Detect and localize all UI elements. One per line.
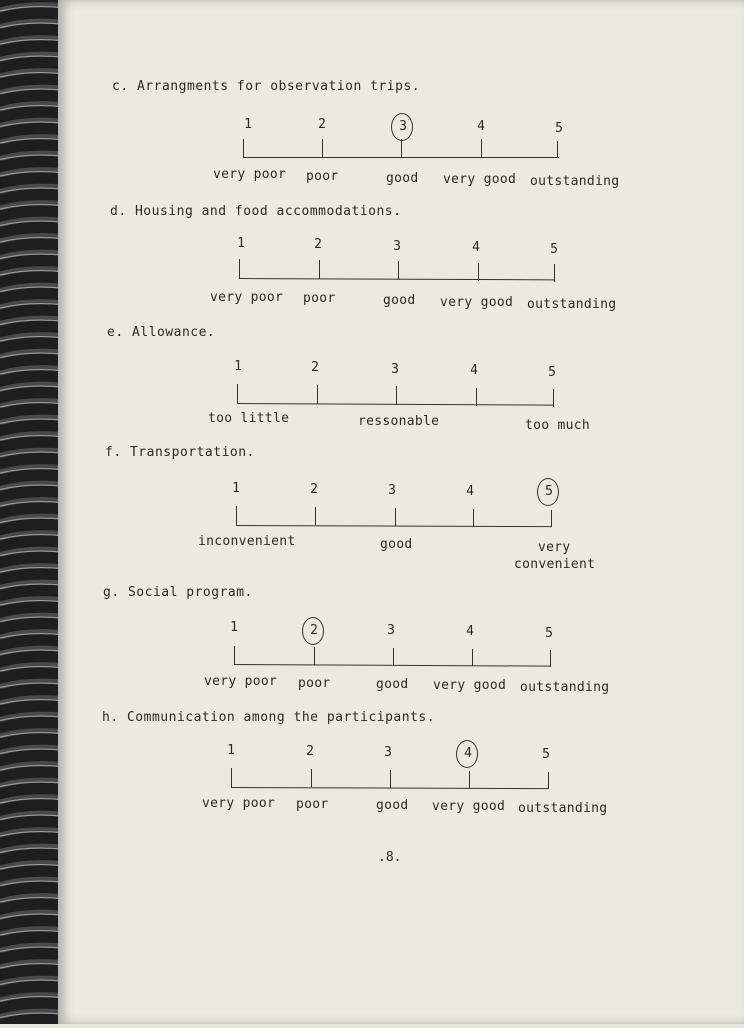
page-number: .8. [378,850,402,865]
scale-label: very poor [204,674,278,689]
scale-label: poor [303,291,336,306]
scale-number: 5 [548,365,556,380]
scale-number: 1 [234,359,242,374]
scale-number: 5 [550,242,558,257]
scale-label: very poor [202,796,276,811]
scale-number: 2 [306,744,314,759]
selection-circle [302,617,324,645]
scale-label: outstanding [530,174,620,189]
scale-label: very poor [210,290,284,305]
scale-number: 3 [393,239,401,254]
scale-label: ressonable [358,414,440,429]
scale-label: good [380,537,413,552]
scale-number: 1 [230,620,238,635]
document-page [58,0,744,1024]
scale-number: 1 [237,236,245,251]
scale-label: too much [525,418,591,433]
selection-circle [456,740,478,768]
scale-number: 4 [472,240,480,255]
scale-label: convenient [514,557,596,572]
scale-label: poor [296,797,329,812]
scale-number-circled: 3 [396,119,410,134]
scale-label: very good [443,172,517,187]
item-heading-g: g. Social program. [103,585,253,600]
scale-label: poor [306,169,339,184]
item-heading-d: d. Housing and food accommodations. [110,204,402,219]
scale-number: 1 [244,117,252,132]
scale-label: very good [433,678,507,693]
scale-number: 1 [227,743,235,758]
scale-label: outstanding [527,297,617,312]
scale-number: 5 [542,747,550,762]
scale-label: very poor [213,167,287,182]
scale-number: 5 [545,626,553,641]
item-heading-h: h. Communication among the participants. [102,710,436,725]
scale-label: very [538,540,571,555]
scale-label: outstanding [518,801,608,816]
selection-circle [391,113,413,141]
scale-label: outstanding [520,680,610,695]
scale-label: good [383,293,416,308]
scale-number: 3 [387,623,395,638]
scale-number-circled: 5 [542,484,556,499]
scale-number: 4 [470,363,478,378]
scale-number: 3 [391,362,399,377]
item-heading-f: f. Transportation. [105,445,255,460]
item-heading-e: e. Allowance. [107,325,216,340]
scale-label: inconvenient [198,534,296,549]
scale-number-circled: 4 [461,746,475,761]
scale-number: 5 [555,121,563,136]
scale-number: 3 [388,483,396,498]
scale-label: poor [298,676,331,691]
scale-number-circled: 2 [307,623,321,638]
scale-number: 2 [310,482,318,497]
scale-label: good [376,798,409,813]
scale-number: 2 [318,117,326,132]
item-heading-c: c. Arrangments for observation trips. [112,79,421,94]
scale-number: 4 [466,484,474,499]
scale-number: 3 [384,745,392,760]
scale-number: 2 [314,237,322,252]
scale-number: 4 [477,119,485,134]
scale-number: 1 [232,481,240,496]
scale-label: good [386,171,419,186]
scale-number: 4 [466,624,474,639]
scale-label: very good [432,799,506,814]
scale-label: too little [208,411,290,426]
selection-circle [537,478,559,506]
scale-label: good [376,677,409,692]
scale-number: 2 [311,360,319,375]
scale-label: very good [440,295,514,310]
